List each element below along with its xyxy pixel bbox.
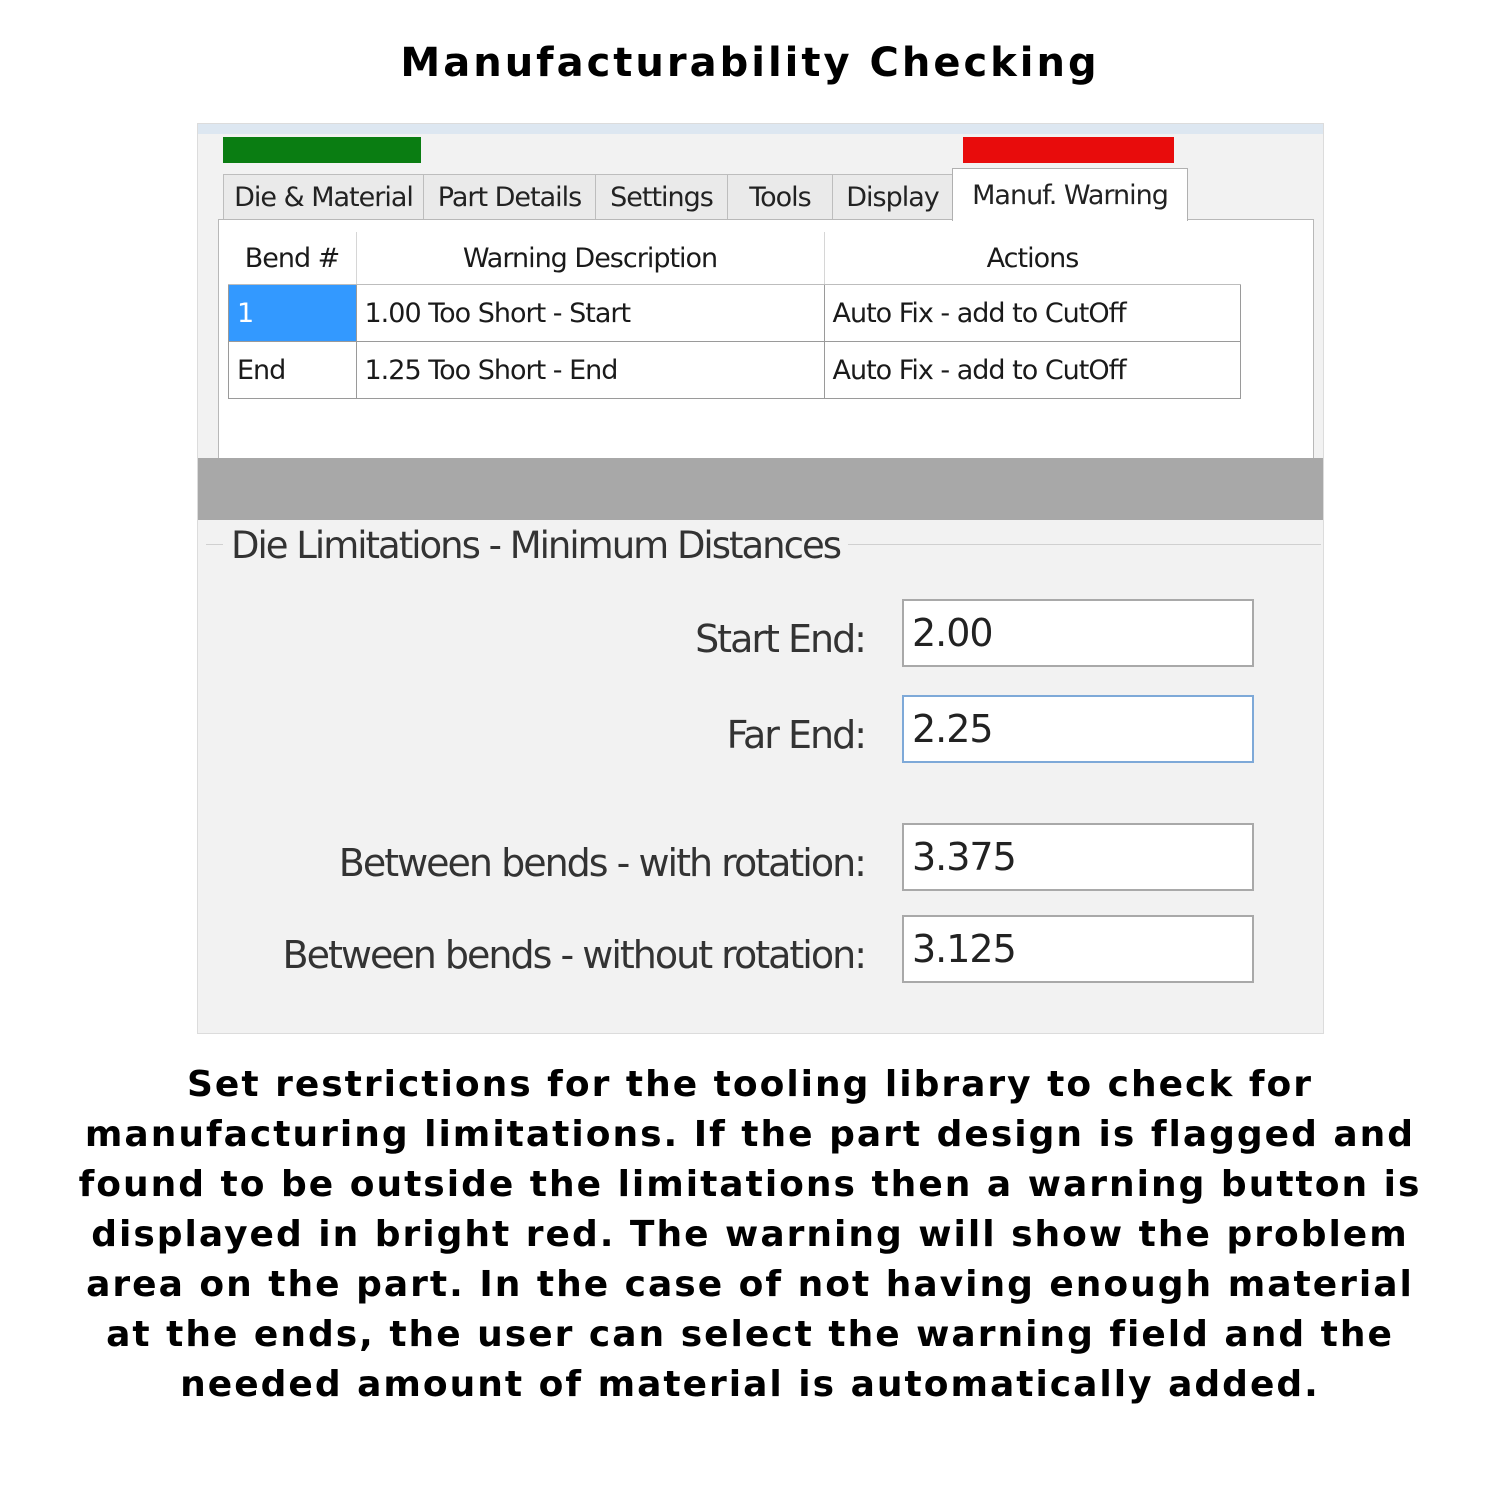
column-header-bend[interactable]: Bend # — [229, 232, 357, 285]
table-row[interactable] — [229, 285, 1241, 342]
title-strip — [198, 124, 1323, 134]
warning-table — [228, 232, 1241, 399]
without-rotation-input[interactable]: 3.125 — [902, 915, 1254, 983]
die-limitations-title: Die Limitations - Minimum Distances — [223, 524, 848, 567]
tab-die-material[interactable]: Die & Material — [223, 174, 424, 219]
bend-cell[interactable]: End — [229, 342, 357, 399]
description-cell[interactable]: 1.25 Too Short - End — [356, 342, 824, 399]
manuf-warning-tab-content — [218, 219, 1314, 459]
with-rotation-label: Between bends - with rotation: — [338, 841, 865, 885]
column-header-actions[interactable]: Actions — [824, 232, 1241, 285]
with-rotation-input[interactable]: 3.375 — [902, 823, 1254, 891]
column-header-description[interactable]: Warning Description — [356, 232, 824, 285]
description-cell[interactable]: 1.00 Too Short - Start — [356, 285, 824, 342]
action-cell[interactable]: Auto Fix - add to CutOff — [824, 342, 1241, 399]
ok-indicator — [223, 137, 421, 163]
tab-tools[interactable]: Tools — [727, 174, 833, 219]
far-end-label: Far End: — [726, 713, 865, 757]
tab-display[interactable]: Display — [832, 174, 953, 219]
warning-indicator-button[interactable] — [963, 137, 1174, 163]
tab-part-details[interactable]: Part Details — [423, 174, 596, 219]
start-end-label: Start End: — [695, 617, 865, 661]
without-rotation-label: Between bends - without rotation: — [282, 933, 865, 977]
start-end-input[interactable]: 2.00 — [902, 599, 1254, 667]
table-row[interactable] — [229, 342, 1241, 399]
far-end-input[interactable]: 2.25 — [902, 695, 1254, 763]
tab-settings[interactable]: Settings — [595, 174, 728, 219]
settings-panel — [197, 123, 1324, 1034]
page-title: Manufacturability Checking — [400, 40, 1100, 86]
table-header-row — [229, 232, 1241, 285]
feature-description: Set restrictions for the tooling library to check for manufacturing limitations. If the part design is flagged and found to be outside the limitations then a warning button is displayed in bright red. The warning will show the problem area on the part. In the case of not having enough material at the ends, the user can select the warning field and the needed amount of material is automatically added. — [78, 1064, 1422, 1405]
bend-cell[interactable]: 1 — [229, 285, 357, 342]
panel-splitter[interactable] — [198, 458, 1323, 520]
action-cell[interactable]: Auto Fix - add to CutOff — [824, 285, 1241, 342]
tab-manuf-warning[interactable]: Manuf. Warning — [952, 168, 1188, 221]
